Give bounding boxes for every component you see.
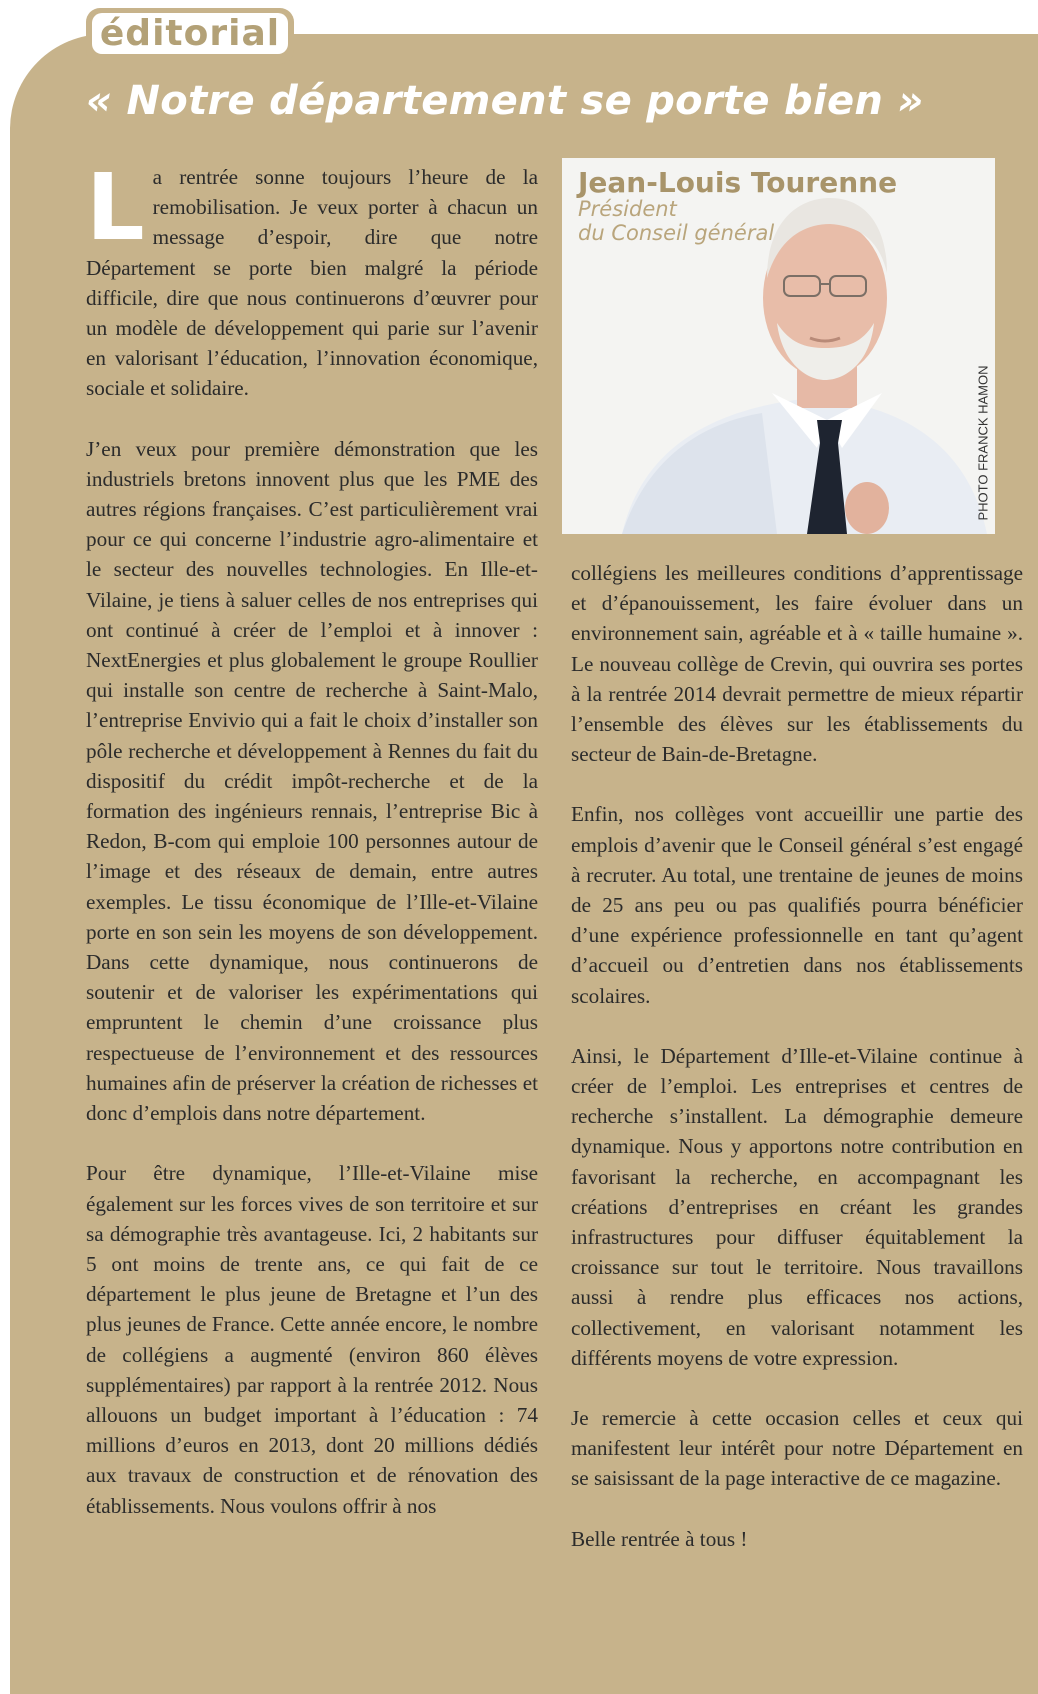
- person-role-line-1: Président: [578, 197, 677, 221]
- section-tab: [86, 8, 294, 64]
- article-paragraph-7: Belle rentrée à tous !: [571, 1526, 748, 1551]
- headline: « Notre département se porte bien »: [86, 78, 924, 124]
- article-paragraph-1-text: a rentrée sonne toujours l’heure de la remobilisation. Je veux porter à chacun un message d’espoir, dire que notre Département se porte bien malgré la période difficile, dire que nous continuerons d’œuvrer pour un modèle de développement qui parie sur l’avenir en valorisant l’éducation, l’innovation économique, sociale et solidaire.: [86, 165, 538, 401]
- section-tab-inner: [92, 13, 288, 54]
- photo-credit: [973, 358, 993, 528]
- article-paragraph-5: Ainsi, le Département d’Ille-et-Vilaine continue à créer de l’emploi. Les entreprises et centres de recherche s’installent. La démographie demeure dynamique. Nous y apportons notre contribution en favorisant la recherche, en accompagnant les créations d’entreprises en créant les grandes infrastructures pour diffuser équitablement la croissance sur tout le territoire. Nous travaillons aussi à rendre plus efficaces nos actions, collectivement, en valorisant notamment les différents moyens de votre expression.: [571, 1043, 1023, 1370]
- article-paragraph-6: Je remercie à cette occasion celles et ceux qui manifestent leur intérêt pour notre Département en se saisissant de la page interactive de ce magazine.: [571, 1406, 1023, 1491]
- article-paragraph-2: J’en veux pour première démonstration que les industriels bretons innovent plus que les PME des autres régions françaises. C’est particulièrement vrai pour ce qui concerne l’industrie agro-alimentaire et le secteur des nouvelles technologies. En Ille-et-Vilaine, je tiens à saluer celles de nos entreprises qui ont continué à créer de l’emploi et à innover : NextEnergies et plus globalement le groupe Roullier qui installe son centre de recherche à Saint-Malo, l’entreprise Envivio qui a fait le choix d’installer son pôle recherche et développement à Rennes du fait du dispositif du crédit impôt-recherche et de la formation des ingénieurs rennais, l’entreprise Bic à Redon, B-com qui emploie 100 personnes autour de l’image et des réseaux de demain, entre autres exemples. Le tissu économique de l’Ille-et-Vilaine porte en son sein les moyens de son développement. Dans cette dynamique, nous continuerons de soutenir et de valoriser les expérimentations qui empruntent le chemin d’une croissance plus respectueuse de l’environnement et des ressources humaines afin de préserver la création de richesses et donc d’emplois dans notre département.: [86, 436, 538, 1126]
- photo-credit-text: PHOTO FRANCK HAMON: [975, 365, 991, 521]
- person-role-line-2: du Conseil général: [578, 221, 775, 245]
- article-column-right: [571, 558, 1023, 1584]
- article-paragraph-3: Pour être dynamique, l’Ille-et-Vilaine mise également sur les forces vives de son territoire et sur sa démographie très avantageuse. Ici, 2 habitants sur 5 ont moins de trente ans, ce qui fait de ce département le plus jeune de Bretagne et l’un des plus jeunes de France. Cette année encore, le nombre de collégiens a augmenté (environ 860 élèves supplémentaires) par rapport à la rentrée 2012. Nous allouons un budget important à l’éducation : 74 millions d’euros en 2013, dont 20 millions dédiés aux travaux de construction et de rénovation des établissements. Nous voulons offrir à nos: [86, 1161, 538, 1518]
- person-name: Jean-Louis Tourenne: [578, 166, 898, 199]
- article-paragraph-3-continued: collégiens les meilleures conditions d’apprentissage et d’épanouissement, les faire évoluer dans un environnement sain, agréable et à « taille humaine ». Le nouveau collège de Crevin, qui ouvrira ses portes à la rentrée 2014 devrait permettre de mieux répartir l’ensemble des élèves sur les établissements du secteur de Bain-de-Bretagne.: [571, 561, 1023, 767]
- person-role: [578, 197, 774, 245]
- article-column-left: [86, 154, 538, 1551]
- section-tab-label: éditorial: [99, 13, 281, 54]
- portrait-photo: [562, 158, 995, 534]
- article-paragraph-4: Enfin, nos collèges vont accueillir une partie des emplois d’avenir que le Conseil général s’est engagé à recruter. Au total, une trentaine de jeunes de moins de 25 ans peu ou pas qualifiés pourra bénéficier d’une expérience professionnelle en tant qu’agent d’accueil ou d’entretien dans nos établissements scolaires.: [571, 802, 1023, 1008]
- drop-cap: L: [86, 154, 145, 261]
- article-paragraph-1: [86, 154, 538, 404]
